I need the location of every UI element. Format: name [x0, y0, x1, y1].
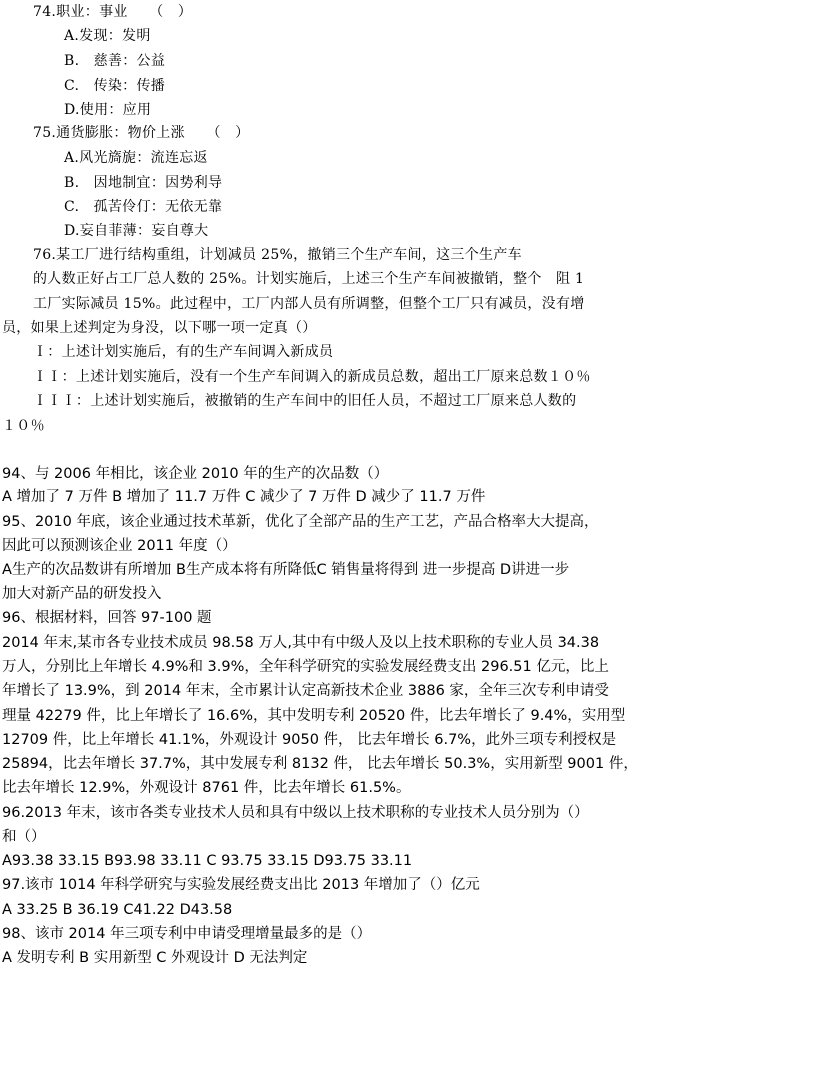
question-75-stem: 75.通货膨胀：物价上涨 （ ）: [33, 125, 250, 141]
question-76-line: 工厂实际减员 15%。此过程中，工厂内部人员有所调整，但整个工厂只有减员，没有增: [33, 296, 585, 312]
material-paragraph: 比去年增长 12.9%，外观设计 8761 件，比去年增长 61.5%。: [2, 780, 411, 796]
question-97-options: A 33.25 B 36.19 C41.22 D43.58: [2, 902, 233, 918]
question-98-options: A 发明专利 B 实用新型 C 外观设计 D 无法判定: [2, 950, 308, 966]
question-75-option-a: A.风光旖旎：流连忘返: [64, 150, 208, 166]
question-75-option-d: D.妄自菲薄：妄自尊大: [64, 223, 209, 239]
question-94-options: A 增加了 7 万件 B 增加了 11.7 万件 C 减少了 7 万件 D 减少了 11.7 万件: [2, 489, 486, 505]
question-95-stem: 95、2010 年底，该企业通过技术革新，优化了全部产品的生产工艺，产品合格率大大提高，: [2, 514, 599, 530]
question-74-stem: 74.职业：事业 （ ）: [33, 4, 193, 20]
question-95-stem: 因此可以预测该企业 2011 年度（）: [2, 538, 237, 554]
question-97-stem: 97.该市 1014 年科学研究与实验发展经费支出比 2013 年增加了（）亿元: [2, 877, 480, 893]
question-76-statement-2: ＩＩ：上述计划实施后，没有一个生产车间调入的新成员总数，超出工厂原来总数１０％: [33, 369, 591, 385]
material-paragraph: 年增长了 13.9%，到 2014 年末，全市累计认定高新技术企业 3886 家，全年三次专利申请受: [2, 683, 609, 699]
question-76-statement-3: ＩＩＩ：上述计划实施后，被撤销的生产车间中的旧任人员，不超过工厂原来总人数的: [33, 393, 577, 409]
question-74-option-a: A.发现：发明: [64, 28, 151, 44]
question-96-stem: 和（）: [2, 829, 46, 845]
material-paragraph: 12709 件，比上年增长 41.1%，外观设计 9050 件， 比去年增长 6.7%，此外三项专利授权是: [2, 732, 617, 748]
question-76-line: １０％: [2, 418, 45, 434]
question-94-stem: 94、与 2006 年相比，该企业 2010 年的生产的次品数（）: [2, 466, 389, 482]
question-74-option-c: C. 传染：传播: [64, 78, 166, 94]
question-96-options: A93.38 33.15 B93.98 33.11 C 93.75 33.15 D93.75 33.11: [2, 853, 413, 869]
question-95-options: 加大对新产品的研发投入: [2, 586, 162, 602]
material-paragraph: 理量 42279 件，比上年增长了 16.6%，其中发明专利 20520 件，比去年增长了 9.4%，实用型: [2, 708, 626, 724]
question-76-line: 76.某工厂进行结构重组，计划减员 25%，撤销三个生产车间，这三个生产车: [33, 247, 522, 263]
question-95-options: A生产的次品数讲有所增加 B生产成本将有所降低C 销售量将得到 进一步提高 D讲进一步: [2, 562, 570, 578]
material-paragraph: 万人，分别比上年增长 4.9%和 3.9%，全年科学研究的实验发展经费支出 296.51 亿元，比上: [2, 659, 609, 675]
material-paragraph: 25894，比去年增长 37.7%，其中发展专利 8132 件， 比去年增长 50.3%，实用新型 9001 件，: [2, 756, 638, 772]
question-98-stem: 98、该市 2014 年三项专利中申请受理增量最多的是（）: [2, 926, 372, 942]
material-heading: 96、根据材料，回答 97-100 题: [2, 610, 212, 626]
question-76-line: 员，如果上述判定为身没，以下哪一项一定真（）: [2, 320, 317, 336]
question-76-line: 的人数正好占工厂总人数的 25%。计划实施后，上述三个生产车间被撤销，整个 阻 1: [33, 271, 585, 287]
material-paragraph: 2014 年末,某市各专业技术成员 98.58 万人,其中有中级人及以上技术职称的专业人员 34.38: [2, 635, 600, 651]
question-76-statement-1: Ｉ：上述计划实施后，有的生产车间调入新成员: [33, 344, 334, 360]
question-74-option-d: D.使用：应用: [64, 102, 152, 118]
question-96-stem: 96.2013 年末，该市各类专业技术人员和具有中级以上技术职称的专业技术人员分别为（）: [2, 805, 589, 821]
question-75-option-c: C. 孤苦伶仃：无依无靠: [64, 199, 223, 215]
question-74-option-b: B. 慈善：公益: [64, 53, 166, 69]
question-75-option-b: B. 因地制宜：因势利导: [64, 175, 223, 191]
